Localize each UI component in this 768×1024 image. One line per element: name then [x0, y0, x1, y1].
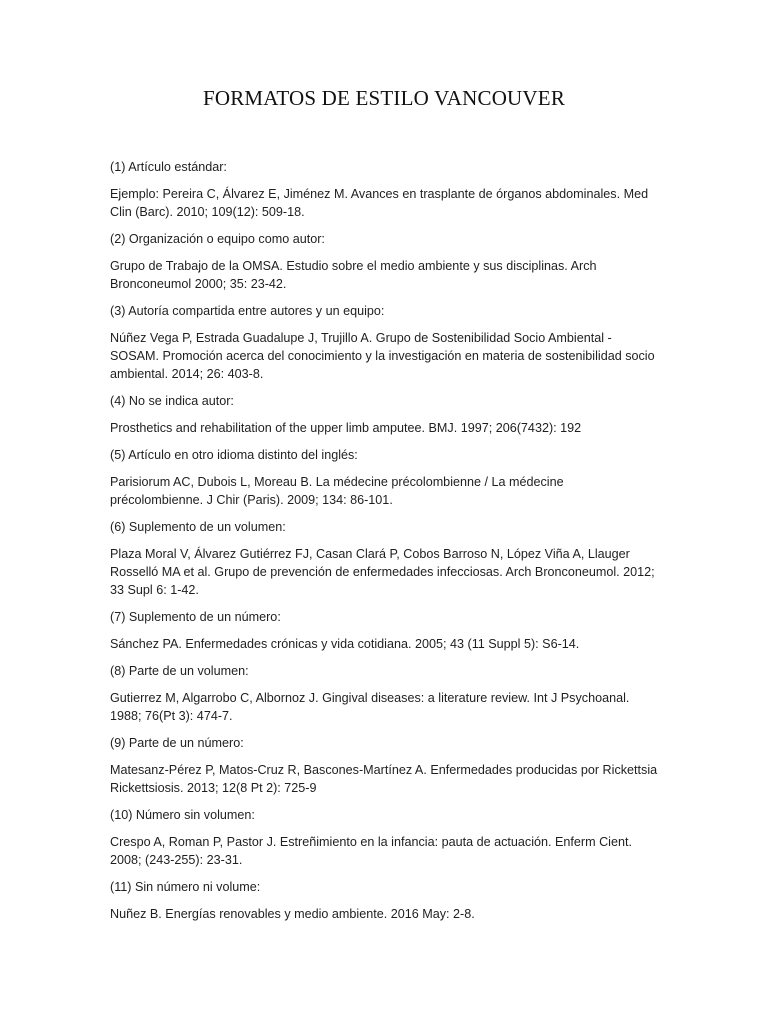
section-10	[110, 806, 658, 869]
section-heading: (7) Suplemento de un número:	[110, 610, 281, 624]
reference-entry: Prosthetics and rehabilitation of the upper limb amputee. BMJ. 1997; 206(7432): 192	[110, 421, 582, 435]
reference-entry: Nuñez B. Energías renovables y medio ambiente. 2016 May: 2-8.	[110, 907, 475, 921]
reference-entry: Grupo de Trabajo de la OMSA. Estudio sobre el medio ambiente y sus disciplinas. Arch Bronconeumol 2000; 35: 23-42.	[110, 259, 597, 291]
document-title: FORMATOS DE ESTILO VANCOUVER	[202, 86, 566, 110]
section-heading: (10) Número sin volumen:	[110, 808, 255, 822]
section-6	[110, 518, 658, 599]
document-body	[110, 158, 658, 932]
section-heading: (9) Parte de un número:	[110, 736, 244, 750]
section-11	[110, 878, 658, 923]
reference-entry: Gutierrez M, Algarrobo C, Albornoz J. Gingival diseases: a literature review. Int J Psychoanal. 1988; 76(Pt 3): 474-7.	[110, 691, 630, 723]
section-7	[110, 608, 658, 653]
reference-entry: Plaza Moral V, Álvarez Gutiérrez FJ, Casan Clará P, Cobos Barroso N, López Viña A, Llauger Rosselló MA et al. Grupo de prevención de enfermedades infecciosas. Arch Bronconeumol. 2012; 33 Supl 6: 1-42.	[110, 547, 655, 597]
section-9	[110, 734, 658, 797]
section-3	[110, 302, 658, 383]
reference-entry: Matesanz-Pérez P, Matos-Cruz R, Bascones-Martínez A. Enfermedades producidas por Rickettsia Rickettsiosis. 2013; 12(8 Pt 2): 725-9	[110, 763, 658, 795]
section-heading: (8) Parte de un volumen:	[110, 664, 249, 678]
section-heading: (2) Organización o equipo como autor:	[110, 232, 325, 246]
reference-entry: Núñez Vega P, Estrada Guadalupe J, Trujillo A. Grupo de Sostenibilidad Socio Ambiental - SOSAM. Promoción acerca del conocimiento y la investigación en materia de sostenibilidad socio ambiental. 2014; 26: 403-8.	[110, 331, 655, 381]
section-2	[110, 230, 658, 293]
section-heading: (1) Artículo estándar:	[110, 160, 227, 174]
section-5	[110, 446, 658, 509]
section-4	[110, 392, 658, 437]
section-heading: (3) Autoría compartida entre autores y un equipo:	[110, 304, 385, 318]
section-heading: (5) Artículo en otro idioma distinto del inglés:	[110, 448, 358, 462]
section-heading: (11) Sin número ni volume:	[110, 880, 261, 894]
reference-entry: Parisiorum AC, Dubois L, Moreau B. La médecine précolombienne / La médecine précolombienne. J Chir (Paris). 2009; 134: 86-101.	[110, 475, 564, 507]
section-heading: (6) Suplemento de un volumen:	[110, 520, 286, 534]
reference-entry: Ejemplo: Pereira C, Álvarez E, Jiménez M. Avances en trasplante de órganos abdominales. Med Clin (Barc). 2010; 109(12): 509-18.	[110, 187, 649, 219]
reference-entry: Sánchez PA. Enfermedades crónicas y vida cotidiana. 2005; 43 (11 Suppl 5): S6-14.	[110, 637, 580, 651]
section-1	[110, 158, 658, 221]
reference-entry: Crespo A, Roman P, Pastor J. Estreñimiento en la infancia: pauta de actuación. Enferm Cient. 2008; (243-255): 23-31.	[110, 835, 632, 867]
section-heading: (4) No se indica autor:	[110, 394, 234, 408]
section-8	[110, 662, 658, 725]
